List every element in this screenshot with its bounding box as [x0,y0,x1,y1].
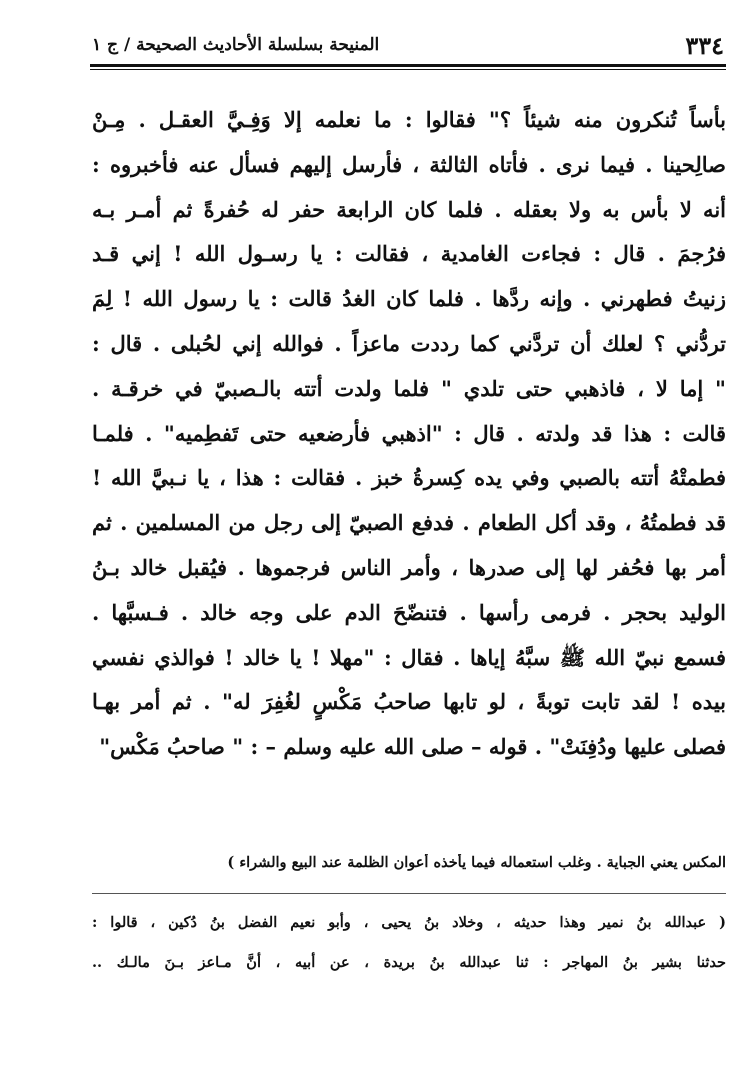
hadith-body-text [92,98,726,770]
footnote-separator [92,893,726,894]
header-rule-thick [90,64,726,67]
footnote-line: ( عبدالله بنُ نمير وهذا حديثه ، وخلاد بنُ يحيى ، وأبو نعيم الفضل بنُ دُكين ، قالوا : [92,914,726,931]
text-line: قد فطمتُهُ ، وقد أكل الطعام . فدفع الصبيّ إلى رجل من المسلمين . ثم [92,510,726,536]
text-line: صالِحينا . فيما نرى . فأتاه الثالثة ، فأرسل إليهم فسأل عنه فأخبروه : [92,151,726,177]
text-line: فسمع نبيّ الله ﷺ سبَّهُ إياها . فقال : "مهلا ! يا خالد ! فوالذي نفسي [92,644,726,670]
text-line: بأساً تُنكرون منه شيئاً ؟" فقالوا : ما نعلمه إلا وَفِـيَّ العقـل . مِـنْ [92,107,726,132]
text-line: تردُّني ؟ لعلك أن تردَّني كما رددت ماعزاً . فوالله إني لحُبلى . قال : [92,330,726,356]
explanatory-note: المكس يعني الجباية . وغلب استعماله فيما يأخذه أعوان الظلمة عند البيع والشراء ) [227,854,726,871]
text-line: أنه لا بأس به ولا بعقله . فلما كان الرابعة حفر له حُفرةً ثم أمـر بـه [92,196,726,222]
header-rule-thin [90,69,726,70]
page-header [92,28,724,62]
footnote-line: حدثنا بشير بنُ المهاجر : ثنا عبدالله بنُ بريدة ، عن أبيه ، أنَّ مـاعز بـنَ مالـك .. [92,954,726,971]
page-number: ٣٣٤ [685,30,724,60]
running-title: المنيحة بسلسلة الأحاديث الصحيحة / ج ١ [92,35,380,55]
text-line: قالت : هذا قد ولدته . قال : "اذهبي فأرضعيه حتى تَفطِميه" . فلمـا [92,420,726,446]
text-line: فصلى عليها ودُفِنَتْ" . قوله – صلى الله عليه وسلم – : " صاحبُ مَكْس" [99,734,726,760]
text-line: الوليد بحجر . فرمى رأسها . فتنضّحَ الدم على وجه خالد . فـسبَّها . [92,599,726,625]
text-line: فرُجمَ . قال : فجاءت الغامدية ، فقالت : يا رسـول الله ! إني قـد [92,241,726,267]
text-line: زنيتُ فطهرني . وإنه ردَّها . فلما كان الغدُ قالت : يا رسول الله ! لِمَ [92,286,726,312]
text-line: بيده ! لقد تابت توبةً ، لو تابها صاحبُ مَكْسٍ لغُفِرَ له" . ثم أمر بهـا [92,689,726,715]
text-line: أمر بها فحُفر لها إلى صدرها ، وأمر الناس فرجموها . فيُقبل خالد بـنُ [92,554,726,580]
footnote-block [92,903,726,983]
text-line: فطمتْهُ أتته بالصبي وفي يده كِسرةُ خبز . فقالت : هذا ، يا نـبيَّ الله ! [92,465,726,491]
text-line: " إما لا ، فاذهبي حتى تلدي " فلما ولدت أتته بالـصبيّ في خرقـة . [92,375,726,401]
